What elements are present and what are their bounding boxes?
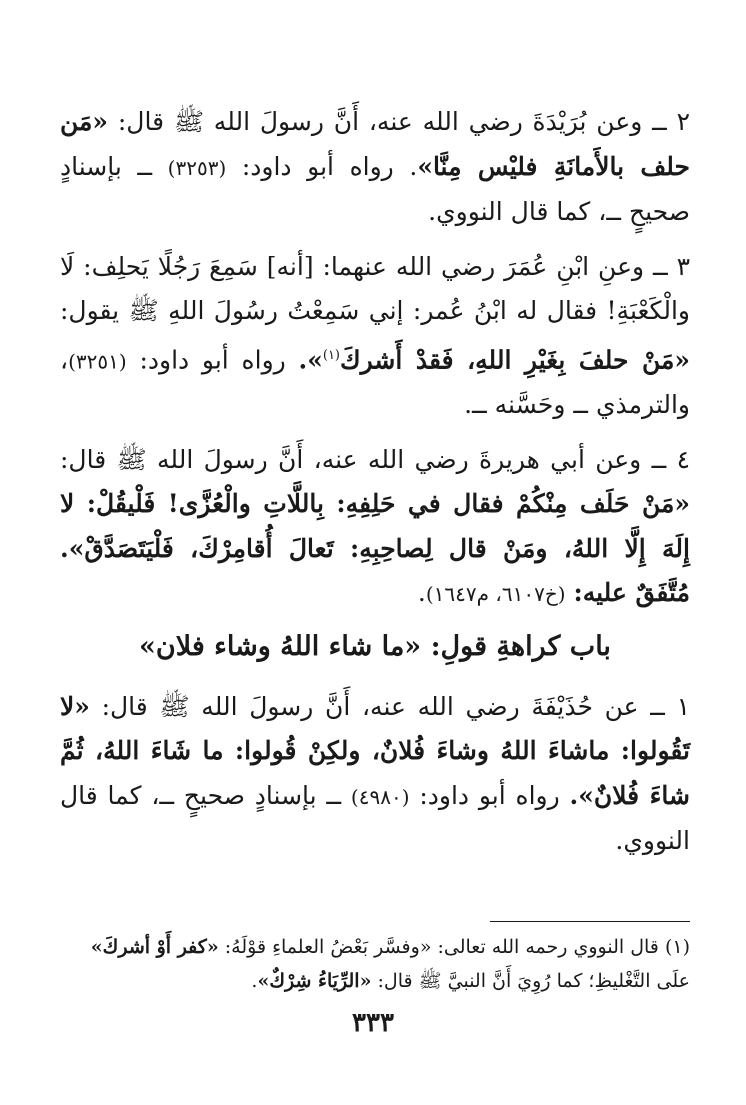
hadith-quote: «مَن حلف بالأَمانَةِ فليْس مِنَّا» [60, 107, 690, 181]
hadith-c1: ١ ــ عن حُذَيْفَةَ رضي الله عنه، أَنَّ رسولَ الله ﷺ قال: «لا تَقُولوا: ماشاءَ اللهُ وشاءَ فُلانٌ، ولكِنْ قُولوا: ما شَاءَ اللهُ، ثُمَّ شاءَ فُلانٌ». رواه أبو داود: (٤٩٨٠) ــ بإسنادٍ صحيحٍ ــ، كما قال النووي. [60, 691, 690, 856]
hadith-quote: «لا تَقُولوا: ماشاءَ اللهُ وشاءَ فُلانٌ، ولكِنْ قُولوا: ما شَاءَ اللهُ، ثُمَّ شاءَ فُلانٌ». [60, 691, 690, 810]
hadith-source: رواه أبو داود: [241, 151, 394, 181]
hadith-intro: عن حُذَيْفَةَ رضي الله عنه، أَنَّ رسولَ الله ﷺ قال: [101, 691, 639, 721]
hadith-source: مُتَّفَقٌ عليه: [573, 578, 690, 608]
hadith-source: رواه أبو داود: [139, 344, 286, 374]
hadith-grade: ــ بإسنادٍ صحيحٍ ــ، كما قال النووي. [60, 780, 690, 856]
hadith-2: ٢ ــ وعن بُرَيْدَةَ رضي الله عنه، أَنَّ رسولَ الله ﷺ قال: «مَن حلف بالأَمانَةِ فليْس مِنَّا». رواه أبو داود: (٣٢٥٣) ــ بإسنادٍ صحيحٍ ــ، كما قال النووي. [60, 107, 690, 226]
hadith-3: ٣ ــ وعنِ ابْنِ عُمَرَ رضي الله عنهما: [أنه] سَمِعَ رَجُلًا يَحلِف: لَا والْكَعْبَةِ! فقال له ابْنُ عُمر: إني سَمِعْتُ رسُولَ اللهِ ﷺ يقول: «مَنْ حلفَ بِغَيْرِ اللهِ، فَقدْ أَشركَ$^{(١)}$». رواه أبو داود: (٣٢٥١)، والترمذي ــ وحَسَّنه ــ. [60, 251, 691, 420]
hadith-reference: (٤٩٨٠) [350, 784, 410, 809]
footnote-text-b: علَى التَّغْليظِ؛ كما رُوِيَ أَنَّ النبيَّ ﷺ قال: [377, 970, 690, 992]
footnote-marker[interactable]: (١) [322, 347, 340, 363]
chapter-heading: باب كراهةِ قولِ: «ما شاء اللهُ وشاء فلان» [139, 630, 611, 662]
hadith-rest: ، والترمذي ــ وحَسَّنه ــ. [60, 344, 690, 420]
hadith-number: ١ [676, 691, 690, 721]
page-number: ٣٣٣ [352, 1008, 394, 1038]
hadith-source: رواه أبو داود: [419, 780, 560, 810]
hadith-number: ٢ [676, 107, 690, 136]
hadith-grade: بإسنادٍ صحيحٍ ــ، كما قال النووي. [60, 151, 690, 226]
hadith-reference: (خ٦١٠٧، م١٦٤٧) [425, 582, 566, 607]
hadith-reference: (٣٢٥٣) [167, 155, 227, 180]
hadith-intro: وعن بُرَيْدَةَ رضي الله عنه، أَنَّ رسولَ الله ﷺ قال: [117, 107, 643, 136]
hadith-4: ٤ ــ وعن أبي هريرةَ رضي الله عنه، أَنَّ رسولَ الله ﷺ قال: «مَنْ حَلَف مِنْكُمْ فقال في حَلِفِهِ: بِاللَّاتِ والْعُزَّى! فَلْيقُلْ: لا إِلَهَ إِلَّا اللهُ، ومَنْ قال لِصاحِبِهِ: تَعالَ أُقامِرْكَ، فَلْيَتَصَدَّقْ». مُتَّفَقٌ عليه: (خ٦١٠٧، م١٦٤٧). [60, 444, 691, 608]
hadith-quote: «مَنْ حَلَف مِنْكُمْ فقال في حَلِفِهِ: بِاللَّاتِ والْعُزَّى! فَلْيقُلْ: لا إِلَهَ إِلَّا اللهُ، ومَنْ قال لِصاحِبِهِ: تَعالَ أُقامِرْكَ، فَلْيَتَصَدَّقْ». [60, 489, 690, 563]
footnote [58, 930, 690, 998]
hadith-number: ٣ [676, 251, 691, 281]
hadith-reference: (٣٢٥١) [68, 348, 127, 373]
hadith-end: . [417, 578, 426, 608]
hadith-quote-end: ». [298, 344, 323, 374]
page-body [60, 100, 690, 874]
footnote-divider [490, 921, 690, 922]
footnote-quote-b: «الرِّيَاءُ شِرْكٌ» [257, 970, 372, 992]
footnote-number: (١) [664, 936, 690, 958]
hadith-quote: «مَنْ حلفَ بِغَيْرِ اللهِ، فَقدْ أَشركَ [340, 344, 691, 374]
footnote-text-a: قال النووي رحمه الله تعالى: «وفسَّر بَعْضُ العلماءِ قوْلَهُ: [224, 936, 659, 958]
footnote-end: . [251, 970, 258, 992]
footnote-quote-a: «كفر أَوْ أشركَ» [90, 936, 219, 958]
hadith-intro: وعن أبي هريرةَ رضي الله عنه، أَنَّ رسولَ الله ﷺ قال: [60, 444, 642, 474]
hadith-number: ٤ [676, 444, 691, 474]
hadith-intro: وعنِ ابْنِ عُمَرَ رضي الله عنهما: [أنه] سَمِعَ رَجُلًا يَحلِف: لَا والْكَعْبَةِ! فقال له ابْنُ عُمر: إني سَمِعْتُ رسُولَ اللهِ ﷺ يقول: [60, 251, 690, 325]
